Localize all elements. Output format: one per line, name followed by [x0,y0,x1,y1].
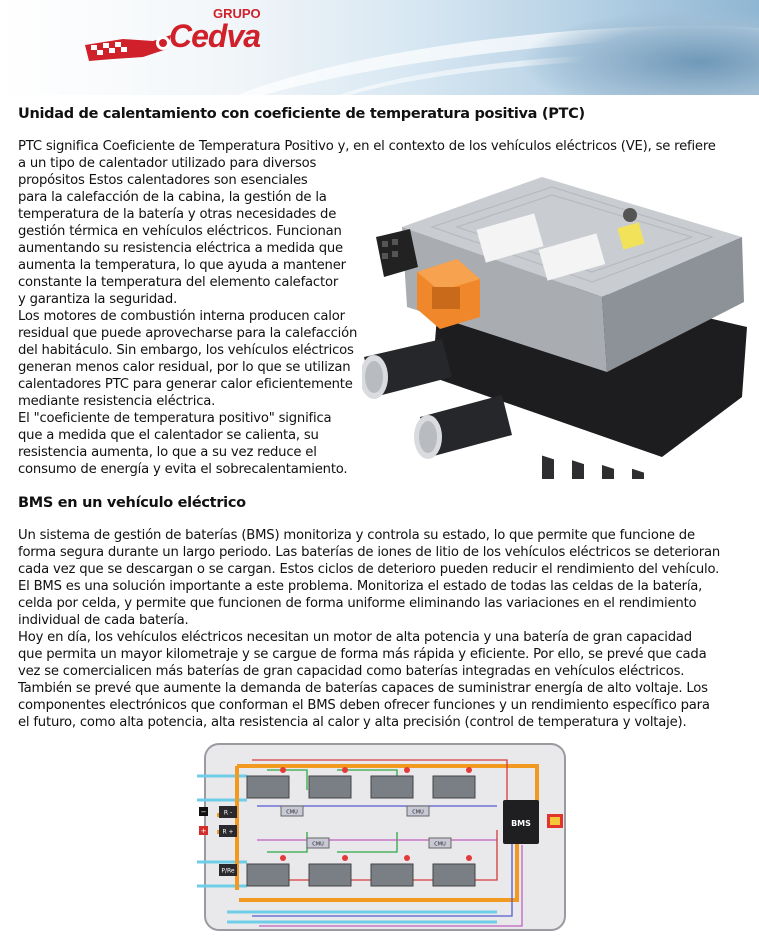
ptc-line: mediante resistencia eléctrica. [18,394,216,409]
ptc-line: constante la temperatura del elemento calefactor [18,275,339,290]
bms-diagram [197,740,572,936]
ptc-line: Los motores de combustión interna producen calor [18,309,345,324]
bms-line: componentes electrónicos que conforman el BMS deben ofrecer funciones y un rendimiento específico para [18,698,710,713]
ptc-line: El "coeficiente de temperatura positivo" significa [18,411,332,426]
ptc-line: del habitáculo. Sin embargo, los vehículos eléctricos [18,343,354,358]
relay-positive-label: R + [222,828,234,836]
ptc-line: consumo de energía y evita el sobrecalentamiento. [18,462,348,477]
cmu-label: CMU [286,809,298,816]
bms-line: que permita un mayor kilometraje y se cargue de forma más rápida y eficiente. Por ello, se prevé que cada [18,647,707,662]
bms-line: El BMS es una solución importante a este problema. Monitoriza el estado de todas las celdas de la batería, [18,579,703,594]
ptc-line: PTC significa Coeficiente de Temperatura Positivo y, en el contexto de los vehículos eléctricos (VE), se refiere [18,139,716,154]
ptc-section-title: Unidad de calentamiento con coeficiente de temperatura positiva (PTC) [18,106,585,122]
bms-box-label: BMS [511,819,531,828]
ptc-line: a un tipo de calentador utilizado para diversos [18,156,317,171]
ptc-line: temperatura de la batería y otras necesidades de [18,207,337,222]
bms-line: vez se comercialicen más baterías de gran capacidad como baterías integradas en vehículos eléctricos. [18,664,685,679]
bms-line: celda por celda, y permite que funcionen de forma uniforme eliminando las variaciones en el rendimiento [18,596,697,611]
logo-cedva-text: Cedva [169,18,261,54]
bms-line: el futuro, como alta potencia, alta resistencia al calor y alta precisión (control de temperatura y voltaje). [18,715,687,730]
bms-line: Hoy en día, los vehículos eléctricos necesitan un motor de alta potencia y una batería de gran capacidad [18,630,692,645]
wrench-flag-logo-icon [83,31,175,63]
ptc-line: que a medida que el calentador se calienta, su [18,428,319,443]
bms-line: Un sistema de gestión de baterías (BMS) monitoriza y controla su estado, lo que permite que funcione de [18,528,695,543]
ptc-line: aumentando su resistencia eléctrica a medida que [18,241,343,256]
precharge-relay-label: P/Re [221,867,235,875]
logo-grupo-text: GRUPO [213,6,261,21]
ptc-line: y garantiza la seguridad. [18,292,178,307]
header-car-image [519,8,759,95]
cmu-label: CMU [312,841,324,848]
ptc-line: calentadores PTC para generar calor eficientemente [18,377,353,392]
bms-line: cada vez que se descargan o se cargan. Estos ciclos de deterioro pueden reducir el rendimiento del vehículo. [18,562,720,577]
cmu-label: CMU [434,841,446,848]
bms-line: También se prevé que aumente la demanda de baterías capaces de suministrar energía de alto voltaje. Los [18,681,708,696]
header-banner [0,0,759,95]
ptc-line: para la calefacción de la cabina, la gestión de la [18,190,327,205]
ptc-line: resistencia aumenta, lo que a su vez reduce el [18,445,317,460]
grupo-cedva-logo[interactable] [83,3,263,65]
bms-line: forma segura durante un largo periodo. Las baterías de iones de litio de los vehículos eléctricos se deterioran [18,545,721,560]
cmu-label: CMU [412,809,424,816]
positive-terminal-sign: + [200,827,207,835]
bms-line: individual de cada batería. [18,613,189,628]
ptc-line: propósitos Estos calentadores son esenciales [18,173,308,188]
relay-negative-label: R - [223,809,233,817]
ptc-line: aumenta la temperatura, lo que ayuda a mantener [18,258,346,273]
ptc-heater-image [362,167,752,479]
ptc-line: gestión térmica en vehículos eléctricos. Funcionan [18,224,342,239]
ptc-line: generan menos calor residual, por lo que se utilizan [18,360,351,375]
negative-terminal-sign: − [200,808,207,816]
ptc-line: residual que puede aprovecharse para la calefacción [18,326,358,341]
bms-section-title: BMS en un vehículo eléctrico [18,495,246,511]
